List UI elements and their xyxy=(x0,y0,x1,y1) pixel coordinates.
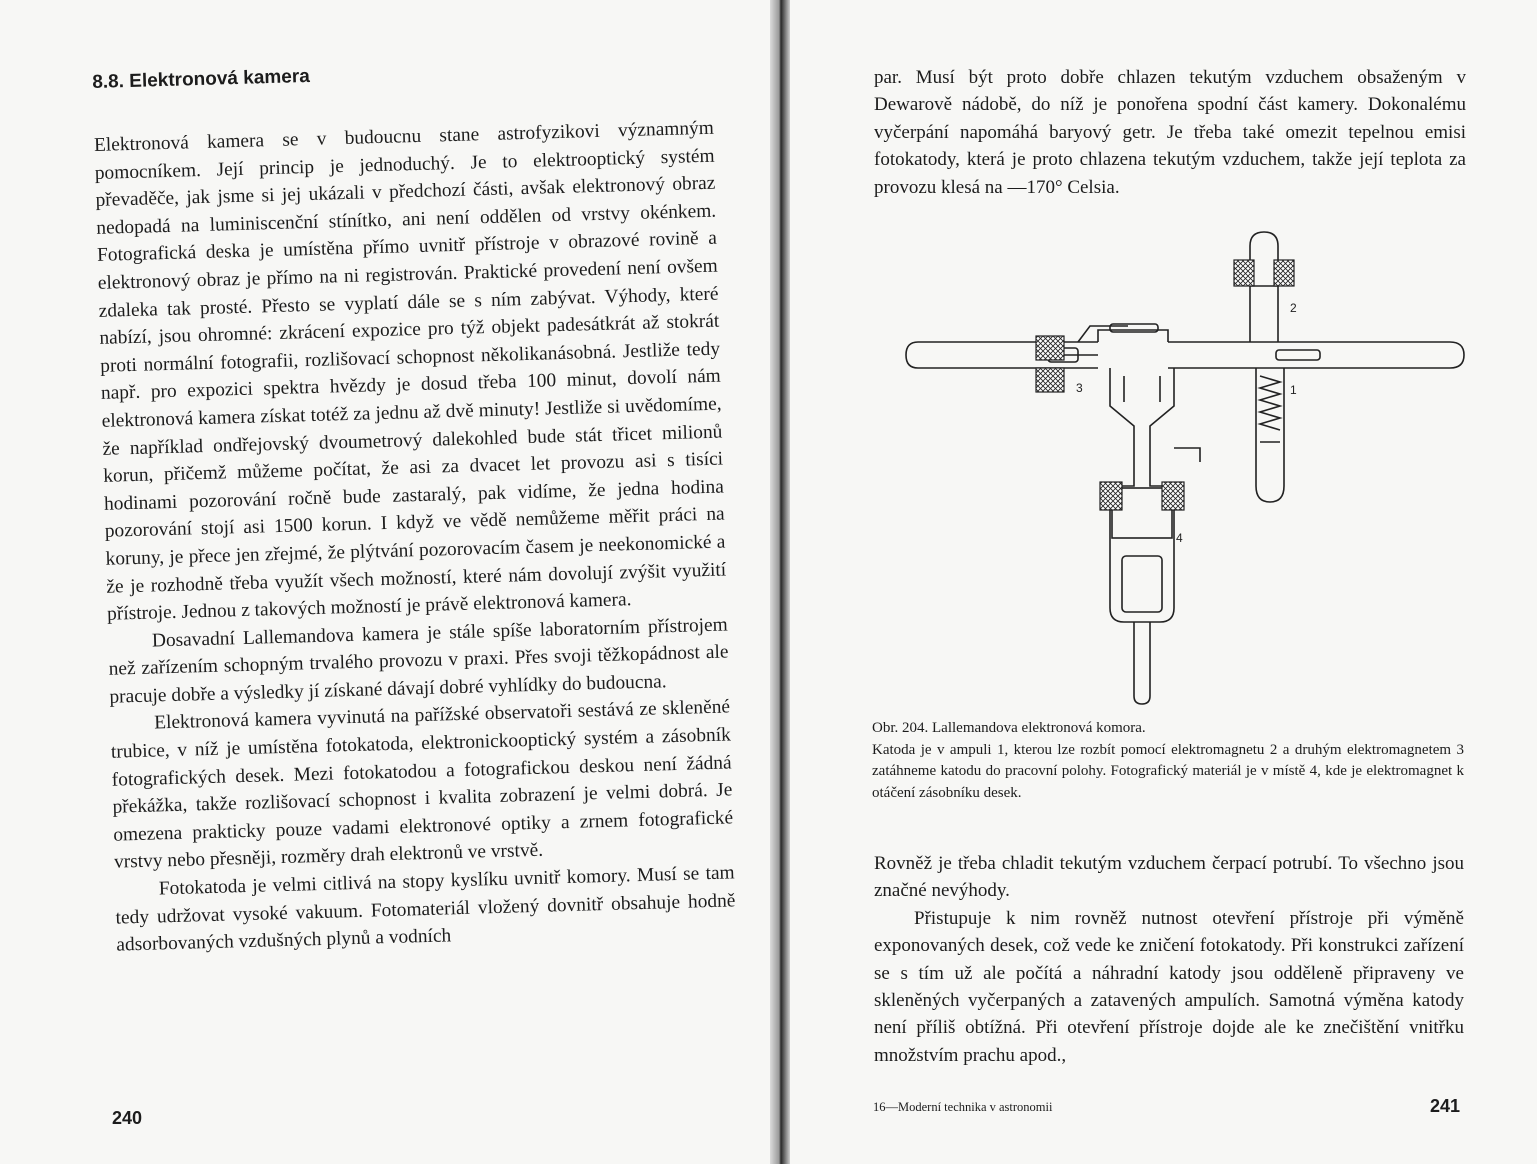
electromagnet-4-left xyxy=(1100,482,1122,510)
label-2: 2 xyxy=(1290,301,1297,315)
page-number-right: 241 xyxy=(1430,1096,1461,1116)
main-tube-right xyxy=(1168,342,1464,368)
left-page-text xyxy=(92,55,737,960)
bottom-stem xyxy=(1134,622,1150,704)
label-3: 3 xyxy=(1076,381,1083,395)
page-number-left: 240 xyxy=(112,1108,143,1128)
figure-caption xyxy=(872,718,1464,804)
paragraph: par. Musí být proto dobře chlazen tekutým vzduchem obsaženým v Dewarově nádobě, do níž je ponořena spodní část kamery. Dokonalému vyčerpání napomáhá baryový getr. Je třeba také omezit tepelnou emisi fotokatody, která je proto chlazena tekutým vzduchem, takže její teplota za provozu klesá na —170° Celsia. xyxy=(874,67,1466,198)
lower-chamber xyxy=(1110,546,1174,622)
electron-camera-diagram xyxy=(898,226,1470,706)
paragraph: Přistupuje k nim rovněž nutnost otevření přístroje při výměně exponovaných desek, což vede ke zničení fotokatody. Při konstrukci zařízení se s tím už ale počítá a náhradní katody jsou odděleně připraveny ve skleněných vyčerpaných a zatavených ampulích. Samotná výměna katody není příliš obtížná. Při otevření přístroje dojde ale ke znečištění vnitřku množstvím prachu apod., xyxy=(874,907,1464,1066)
label-4: 4 xyxy=(1176,531,1183,545)
right-bottom-text xyxy=(874,850,1464,1069)
caption-text: Katoda je v ampuli 1, kterou lze rozbít pomocí elektromagnetu 2 a druhým elektromagnetem 3 zatáhneme katodu do pracovní polohy. Fotografický materiál je v místě 4, kde je elektromagnet k otáčení zásobníku desek. xyxy=(872,741,1464,801)
label-1: 1 xyxy=(1290,383,1297,397)
paragraph: Rovněž je třeba chladit tekutým vzduchem čerpací potrubí. To všechno jsou značné nevýhody. xyxy=(874,853,1464,902)
side-port xyxy=(1174,448,1200,462)
spring-coil xyxy=(1260,376,1280,430)
electromagnet-3-bottom xyxy=(1036,368,1064,392)
electromagnet-2-right xyxy=(1274,260,1294,286)
paragraph: Elektronová kamera vyvinutá na pařížské observatoři sestává ze skleněné trubice, v níž je umístěna fotokatoda, elektronickooptický systém a zásobník fotografických desek. Mezi fotokatodou a fotografickou deskou není žádná překážka, takže rozlišovací schopnost i kvalita zobrazení je velmi dobrá. Je omezena prakticky pouze vadami elektronové optiky a zrnem fotografické vrstvy nebo přesněji, rozměry drah elektronů ve vrstvě. xyxy=(110,696,734,874)
diagram-lines xyxy=(906,232,1464,704)
caption-title: Obr. 204. Lallemandova elektronová komora. xyxy=(872,720,1146,736)
ampoule-inner xyxy=(1276,350,1320,360)
chamber-right-wall xyxy=(1150,368,1174,546)
footer-signature: 16—Moderní technika v astronomii xyxy=(873,1100,1053,1114)
chamber-left-wall xyxy=(1110,368,1134,546)
plate-magazine xyxy=(1122,556,1162,612)
upper-pipe xyxy=(1250,232,1278,342)
section-title: 8.8. Elektronová kamera xyxy=(92,65,311,93)
paragraph: Dosavadní Lallemandova kamera je stále spíše laboratorním přístrojem než zařízením schopným trvalého provozu v praxi. Přes svoji těžkopádnost ale pracuje dobře a výsledky jí získané dávají dobré vyhlídky do budoucna. xyxy=(108,614,729,708)
electromagnet-4-right xyxy=(1162,482,1184,510)
electromagnet-2-left xyxy=(1234,260,1254,286)
book-gutter xyxy=(770,0,790,1164)
paragraph: Fotokatoda je velmi citlivá na stopy kyslíku uvnitř komory. Musí se tam tedy udržovat vysoké vakuum. Fotomateriál vložený dovnitř obsahuje hodně adsorbovaných vzdušných plynů a vodních xyxy=(115,862,736,956)
pointer-line xyxy=(1078,326,1128,342)
right-top-text xyxy=(874,64,1466,201)
paragraph: Elektronová kamera se v budoucnu stane astrofyzikovi významným pomocníkem. Její princip je jednoduchý. Je to elektrooptický systém převaděče, jak jsme si jej ukázali v předchozí části, avšak elektronový obraz nedopadá na luminiscenční stínítko, ani není oddělen od vrstvy okénkem. Fotografická deska je umístěna přímo uvnitř přístroje v obrazové rovině a elektronový obraz je přímo na ni registrován. Praktické provedení není ovšem zdaleka tak prosté. Přesto se vyplatí dále se s ním zabývat. Výhody, které nabízí, jsou ohromné: zkrácení expozice pro týž objekt padesátkrát až stokrát proti normální fotografii, rozlišovací schopnost několikanásobná. Jestliže tedy např. pro expozici spektra hvězdy je dosud třeba 100 minut, dovolí nám elektronová kamera získat totéž za jednu až dvě minuty! Jestliže si uvědomíme, že například ondřejovský dvoumetrový dalekohled bude stát třicet milionů korun, přičemž můžeme počítat, že asi za dvacet let provozu asi s tisíci hodinami pozorování ročně bude zastaralý, pak vidíme, že jedna hodina pozorování stojí asi 1500 korun. I když ve vědě nemůžeme měřit práci na koruny, je přece jen zřejmé, že plýtvání pozorovacím časem je neekonomické a že je rozhodně třeba využít všech možností, které nám dovolují zvýšit využití přístroje. Jednou z takových možností je právě elektronová kamera. xyxy=(93,117,727,625)
electromagnet-3-top xyxy=(1036,336,1064,360)
